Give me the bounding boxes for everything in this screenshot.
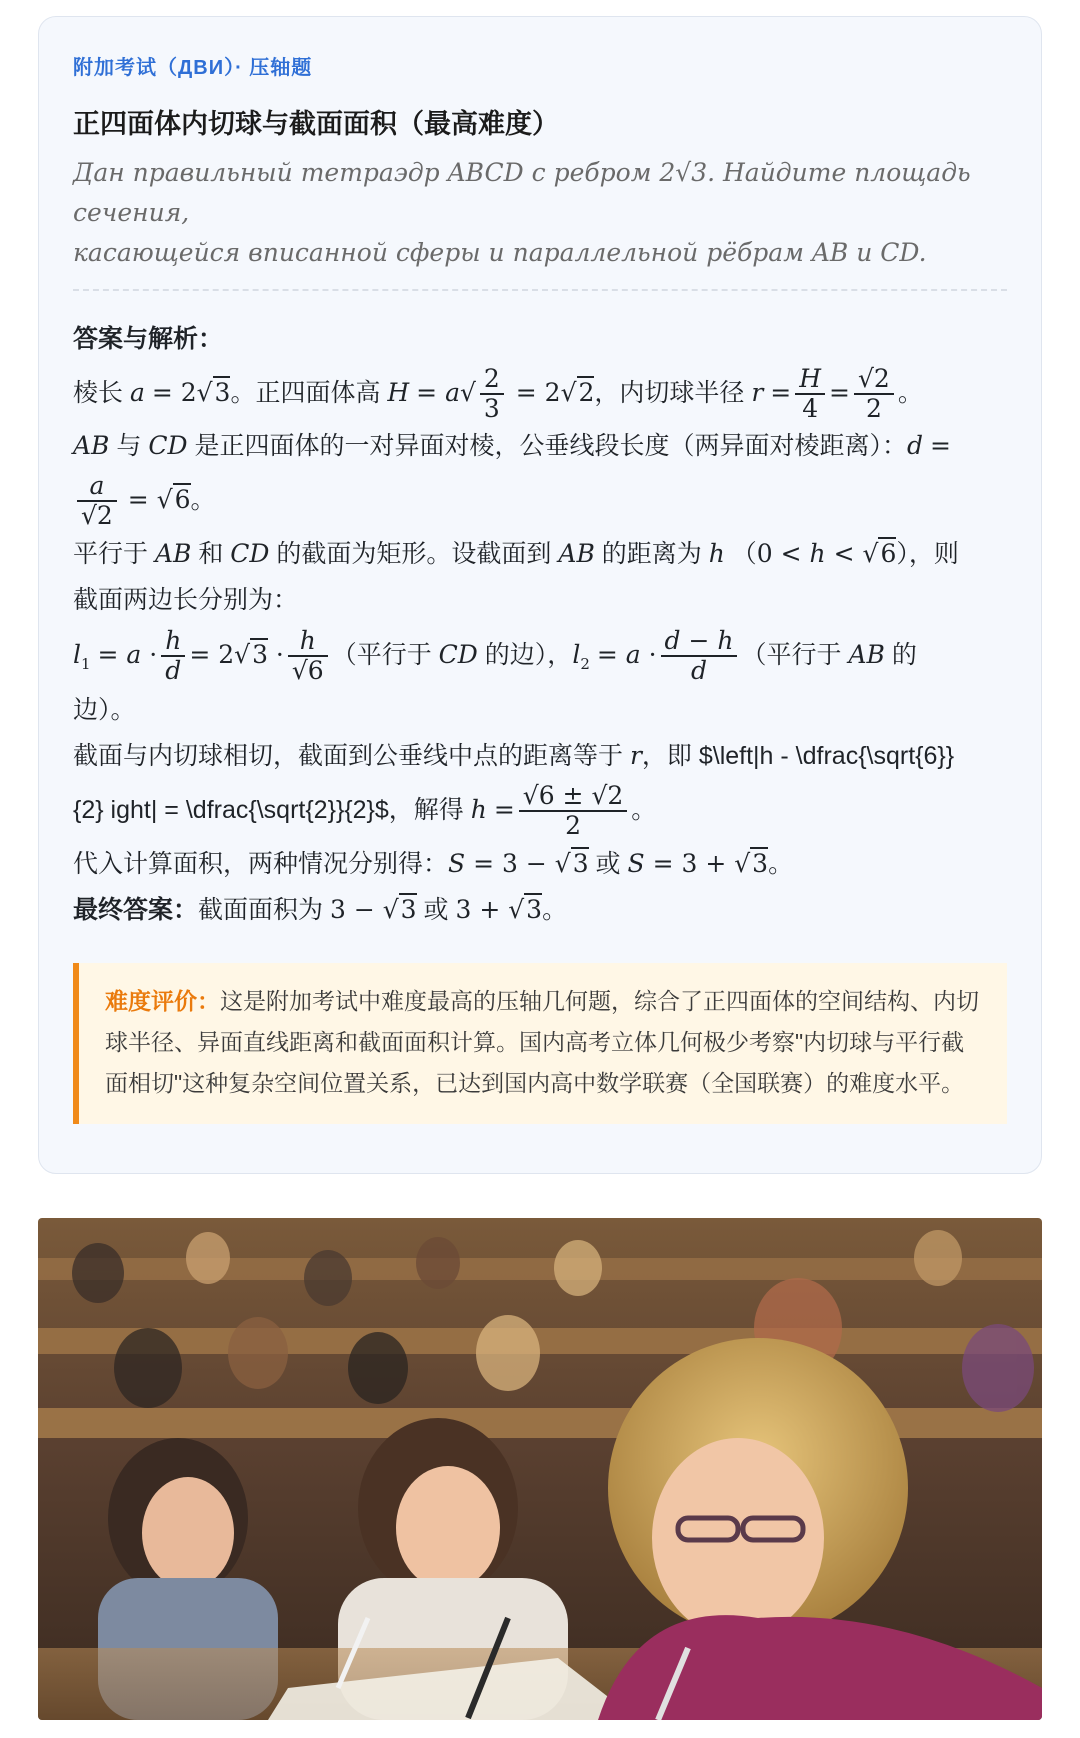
dashed-divider [73, 289, 1007, 291]
problem-line-1: Дан правильный тетраэдр ABCD с ребром 2√3. Найдите площадь сечения, [73, 158, 971, 227]
problem-line-2: касающейся вписанной сферы и параллельной рёбрам AB и CD. [73, 238, 927, 267]
students-exam-photo [38, 1218, 1042, 1720]
answer-heading: 答案与解析： [73, 325, 224, 353]
solution-line-6: $l_1 = a$ · $\frac{h}{d}$ = 2√3 · $\frac{h}{√6}$ （平行于 CD 的边），$l_2 = a$ · $\frac{d - h}{d}$ （平行于 AB 的 [73, 625, 917, 686]
difficulty-label: 难度评价： [105, 988, 220, 1014]
solution-line-9: {2} ight| = \dfrac{\sqrt{2}}{2}$，解得 h = $\frac{√6 \pm √2}{2}$ 。 [73, 780, 657, 841]
final-answer: 最终答案：截面面积为 3 − √3 或 3 + √3。 [73, 895, 568, 924]
solution-line-5: 截面两边长分别为： [73, 586, 299, 614]
problem-card [38, 16, 1042, 1174]
solution-line-3: $\frac{a}{√2}$ = √6。 [73, 469, 1007, 531]
exam-hall-illustration [38, 1218, 1042, 1720]
difficulty-note [73, 963, 1007, 1124]
difficulty-text: 这是附加考试中难度最高的压轴几何题，综合了正四面体的空间结构、内切球半径、异面直线距离和截面面积计算。国内高考立体几何极少考察"内切球与平行截面相切"这种复杂空间位置关系，已达到国内高中数学联赛（全国联赛）的难度水平。 [105, 988, 979, 1096]
solution-body [73, 363, 1007, 933]
solution-line-4: 平行于 AB 和 CD 的截面为矩形。设截面到 AB 的距离为 h （0 < h < √6），则 [73, 539, 959, 568]
problem-title: 正四面体内切球与截面面积（最高难度） [73, 109, 559, 139]
problem-statement [73, 153, 1007, 273]
solution-line-10: 代入计算面积，两种情况分别得：S = 3 − √3 或 S = 3 + √3。 [73, 849, 794, 878]
category-tag: 附加考试（ДВИ）· 压轴题 [73, 57, 313, 79]
solution-line-1: 棱长 a = 2√3。正四面体高 H = a√ $\frac{2}{3}$ = 2√2，内切球半径 r = $\frac{H}{4}$ = $\frac{√2}{2}$ 。 [73, 363, 923, 424]
solution-line-2: AB 与 CD 是正四面体的一对异面对棱，公垂线段长度（两异面对棱距离）：d = [73, 431, 951, 460]
solution-line-7: 边）。 [73, 696, 136, 724]
solution-line-8: 截面与内切球相切，截面到公垂线中点的距离等于 r，即 $\left|h - \dfrac{\sqrt{6}} [73, 741, 955, 770]
